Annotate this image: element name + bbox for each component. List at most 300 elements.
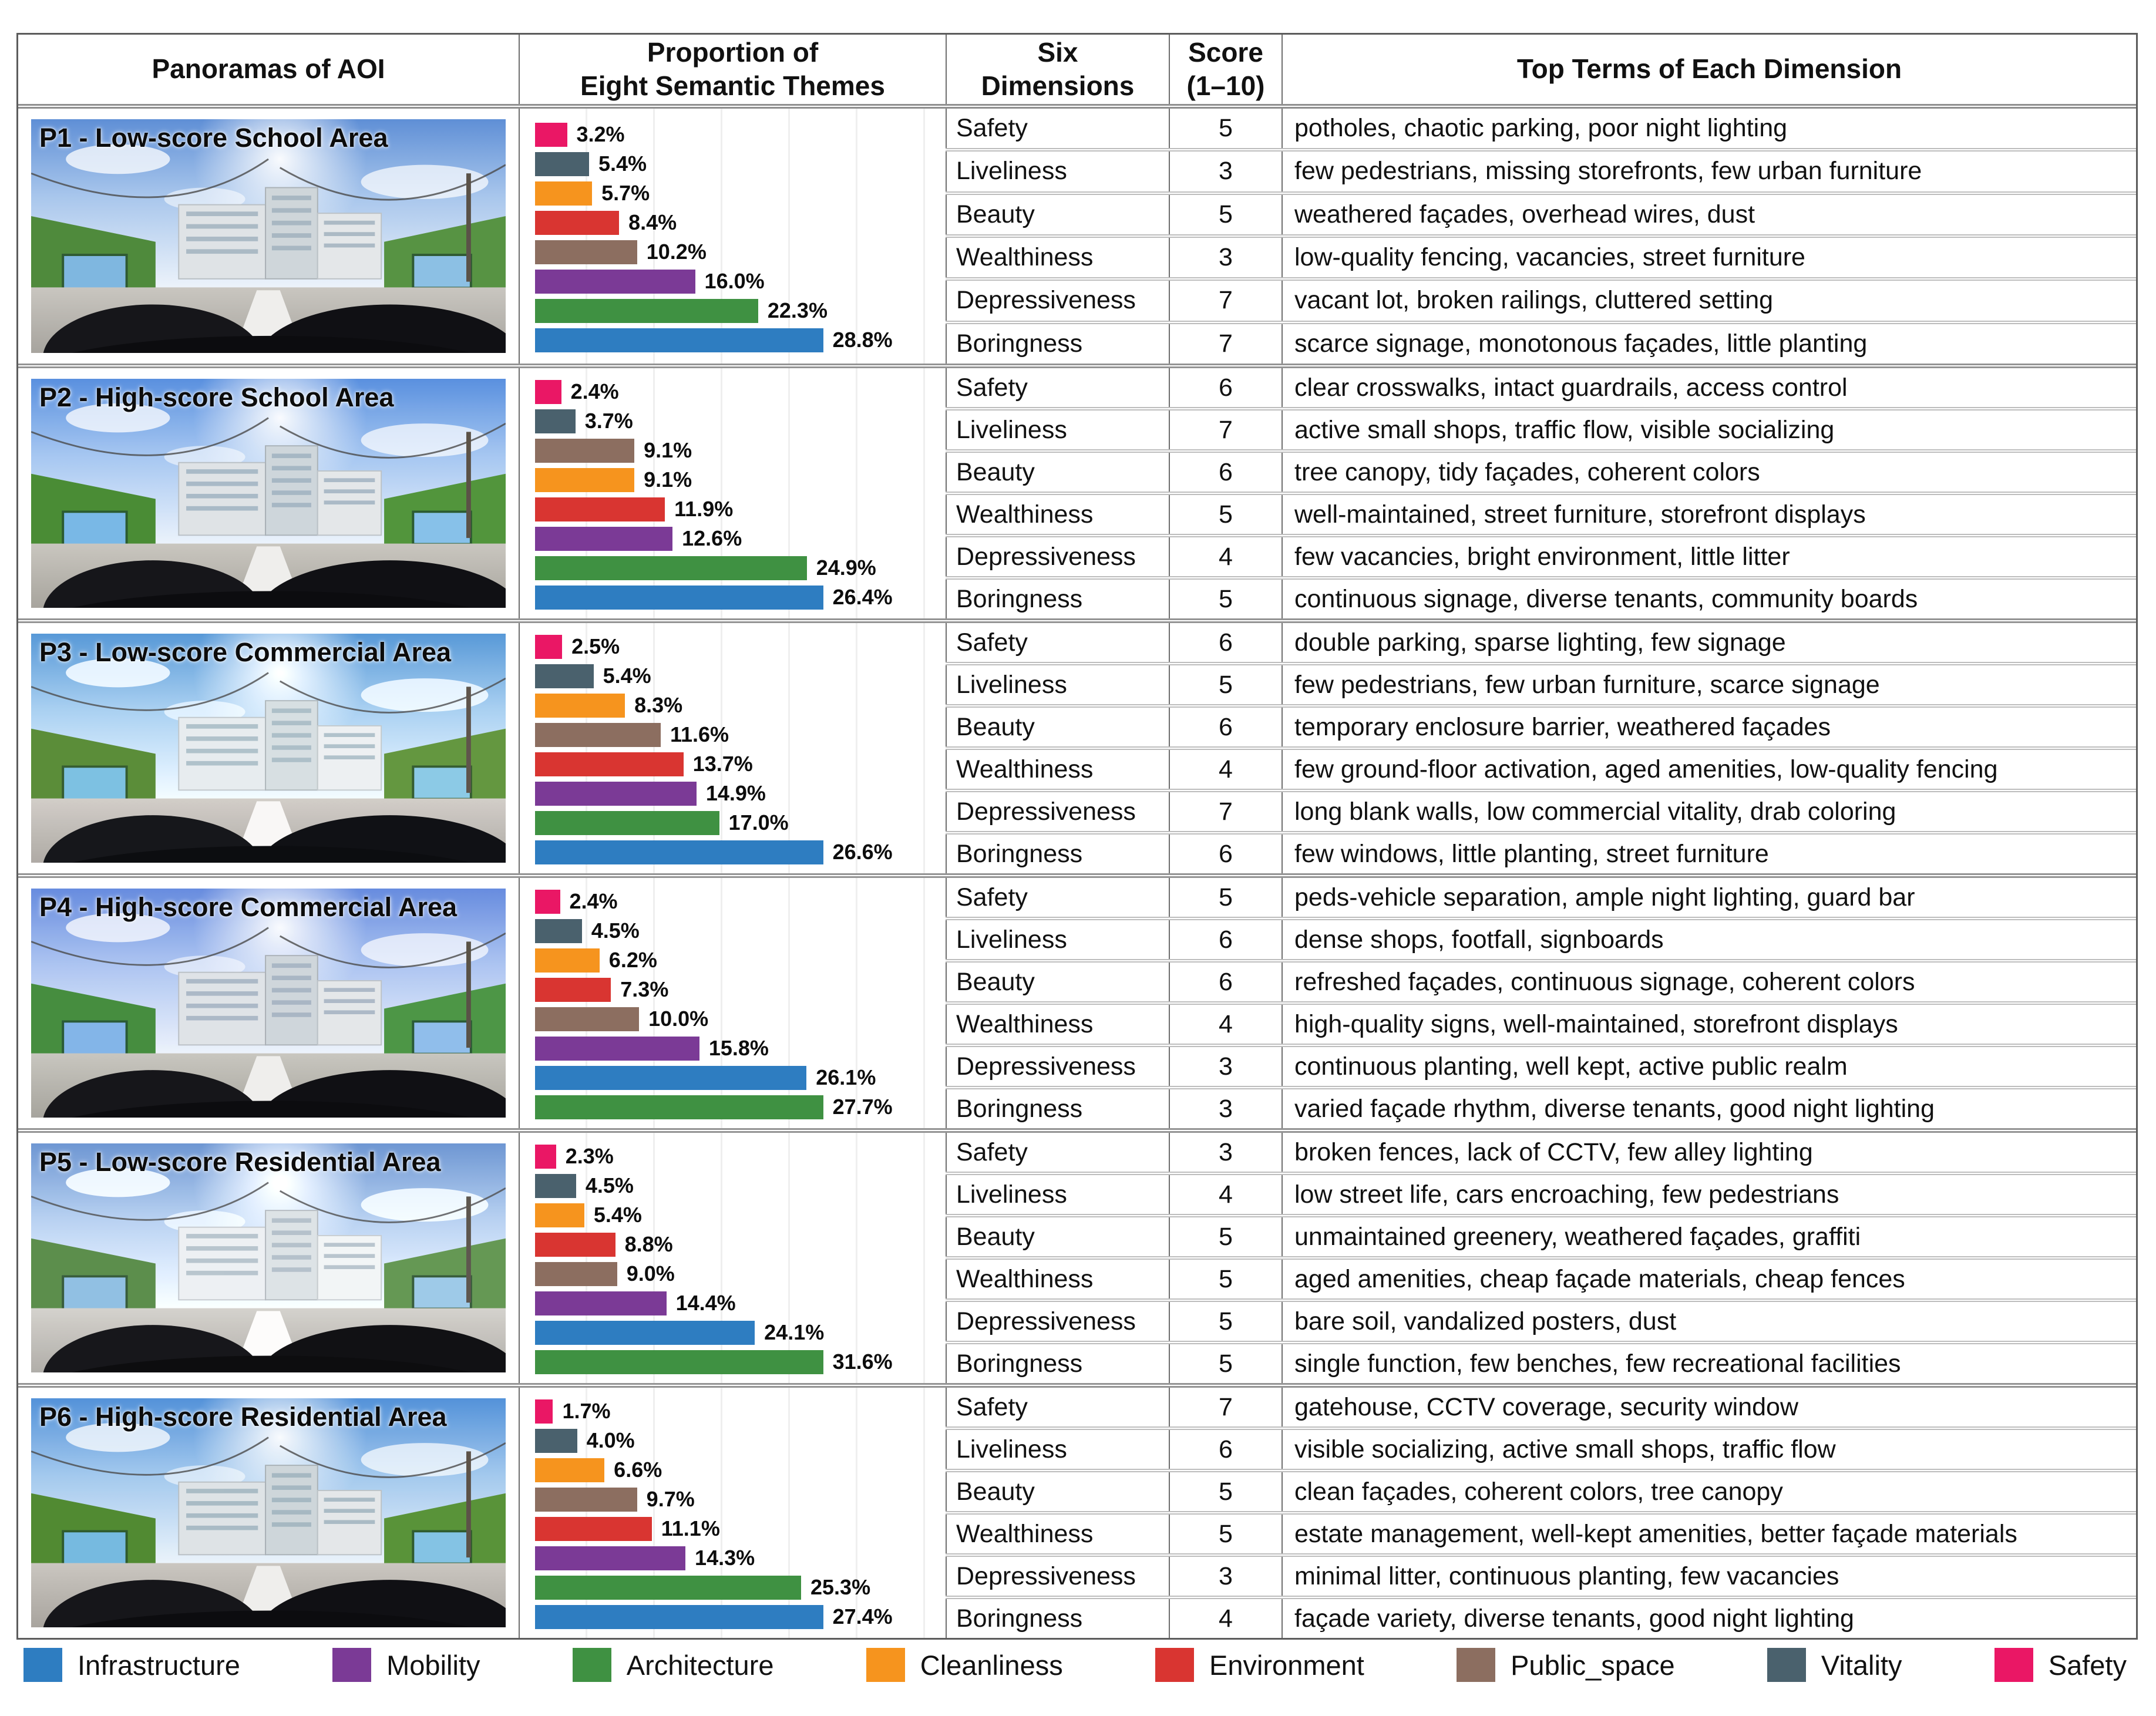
dimension-name: Beauty bbox=[946, 453, 1169, 492]
theme-bar bbox=[535, 1488, 637, 1512]
safety-swatch-icon bbox=[1994, 1648, 2033, 1682]
dimension-row bbox=[946, 492, 2136, 534]
legend-item-environment bbox=[1155, 1648, 1364, 1682]
panorama-image bbox=[31, 379, 506, 608]
theme-bar bbox=[535, 978, 611, 1002]
dimension-score: 5 bbox=[1169, 1515, 1282, 1553]
bar-value-label: 2.4% bbox=[569, 889, 618, 913]
bar-value-label: 27.4% bbox=[832, 1604, 893, 1628]
dimension-name: Boringness bbox=[946, 1089, 1169, 1128]
theme-bar bbox=[535, 1174, 576, 1198]
dimension-score: 5 bbox=[1169, 1472, 1282, 1511]
panorama-image bbox=[31, 1398, 506, 1627]
panorama-title: P3 - Low-score Commercial Area bbox=[39, 637, 452, 667]
dimension-score: 4 bbox=[1169, 750, 1282, 789]
bar-slot bbox=[535, 782, 941, 806]
dimension-score: 5 bbox=[1169, 1217, 1282, 1256]
dimension-score: 7 bbox=[1169, 281, 1282, 320]
dimension-terms: few ground-floor activation, aged amenities, low-quality fencing bbox=[1282, 750, 2136, 789]
dimension-name: Boringness bbox=[946, 1599, 1169, 1638]
legend-item-architecture bbox=[573, 1648, 774, 1682]
bar-value-label: 14.3% bbox=[695, 1546, 755, 1570]
panorama-row bbox=[18, 109, 2136, 364]
bar-slot bbox=[535, 1291, 941, 1315]
bar-slot bbox=[535, 152, 941, 176]
bar-value-label: 3.2% bbox=[576, 122, 625, 146]
dimension-terms: dense shops, footfall, signboards bbox=[1282, 920, 2136, 959]
dimension-terms: scarce signage, monotonous façades, little planting bbox=[1282, 324, 2136, 364]
bar-value-label: 2.4% bbox=[570, 379, 619, 403]
dimension-score: 7 bbox=[1169, 324, 1282, 364]
theme-bar bbox=[535, 948, 600, 973]
dimension-name: Liveliness bbox=[946, 1430, 1169, 1469]
semantic-theme-bar-chart bbox=[519, 878, 946, 1128]
dimension-terms: few pedestrians, few urban furniture, scarce signage bbox=[1282, 665, 2136, 704]
infrastructure-swatch-icon bbox=[23, 1648, 62, 1682]
bar-slot bbox=[535, 556, 941, 580]
header-proportion-line2: Eight Semantic Themes bbox=[580, 70, 885, 101]
legend-label: Vitality bbox=[1821, 1649, 1902, 1681]
bar-slot bbox=[535, 1546, 941, 1570]
dimension-name: Depressiveness bbox=[946, 1557, 1169, 1596]
dimension-rows bbox=[946, 1388, 2136, 1638]
theme-bar bbox=[535, 723, 661, 747]
dimension-name: Wealthiness bbox=[946, 1005, 1169, 1044]
dimension-row bbox=[946, 1086, 2136, 1128]
table-header-row bbox=[18, 35, 2136, 109]
theme-bar bbox=[535, 328, 823, 352]
dimension-terms: clean façades, coherent colors, tree canopy bbox=[1282, 1472, 2136, 1511]
theme-bar bbox=[535, 1203, 584, 1227]
bar-slot bbox=[535, 1399, 941, 1424]
mobility-swatch-icon bbox=[332, 1648, 371, 1682]
dimension-row bbox=[946, 662, 2136, 704]
panorama-image bbox=[31, 634, 506, 863]
bar-slot bbox=[535, 1605, 941, 1629]
street-panorama-illustration bbox=[31, 1143, 506, 1372]
bar-slot bbox=[535, 1233, 941, 1257]
theme-bar bbox=[535, 752, 684, 776]
bar-value-label: 8.8% bbox=[624, 1232, 673, 1256]
theme-bar bbox=[535, 299, 758, 323]
dimension-score: 6 bbox=[1169, 920, 1282, 959]
dimension-row bbox=[946, 368, 2136, 407]
dimension-score: 5 bbox=[1169, 1302, 1282, 1341]
panorama-cell bbox=[18, 878, 519, 1128]
dimension-terms: potholes, chaotic parking, poor night lighting bbox=[1282, 109, 2136, 148]
theme-bar bbox=[535, 181, 592, 206]
bar-slot bbox=[535, 1488, 941, 1512]
dimension-score: 6 bbox=[1169, 1430, 1282, 1469]
dimension-row bbox=[946, 917, 2136, 959]
dimension-terms: clear crosswalks, intact guardrails, access control bbox=[1282, 368, 2136, 407]
bar-slot bbox=[535, 948, 941, 973]
legend-label: Safety bbox=[2048, 1649, 2127, 1681]
bar-value-label: 5.4% bbox=[593, 1203, 642, 1227]
legend-item-infrastructure bbox=[23, 1648, 240, 1682]
legend-item-vitality bbox=[1767, 1648, 1902, 1682]
theme-bar bbox=[535, 123, 567, 147]
dimension-name: Wealthiness bbox=[946, 495, 1169, 534]
legend-item-mobility bbox=[332, 1648, 480, 1682]
dimension-row bbox=[946, 576, 2136, 618]
bar-slot bbox=[535, 240, 941, 264]
bar-slot bbox=[535, 1007, 941, 1031]
bar-slot bbox=[535, 752, 941, 776]
bar-slot bbox=[535, 1037, 941, 1061]
dimension-terms: temporary enclosure barrier, weathered façades bbox=[1282, 708, 2136, 746]
bar-slot bbox=[535, 1262, 941, 1286]
semantic-theme-bar-chart bbox=[519, 1133, 946, 1383]
dimension-terms: continuous planting, well kept, active public realm bbox=[1282, 1047, 2136, 1086]
bar-slot bbox=[535, 270, 941, 294]
dimension-name: Liveliness bbox=[946, 1175, 1169, 1214]
dimension-row bbox=[946, 1298, 2136, 1341]
theme-bar bbox=[535, 527, 672, 551]
dimension-row bbox=[946, 1388, 2136, 1426]
dimension-name: Wealthiness bbox=[946, 1515, 1169, 1553]
panorama-title: P2 - High-score School Area bbox=[39, 382, 394, 412]
dimension-row bbox=[946, 1172, 2136, 1214]
dimension-row bbox=[946, 1426, 2136, 1469]
semantic-theme-bar-chart bbox=[519, 1388, 946, 1638]
bar-value-label: 8.3% bbox=[634, 693, 683, 717]
bar-slot bbox=[535, 328, 941, 352]
bar-value-label: 11.6% bbox=[670, 722, 729, 746]
dimension-name: Boringness bbox=[946, 1344, 1169, 1383]
bar-value-label: 12.6% bbox=[682, 526, 742, 550]
theme-bar bbox=[535, 1145, 556, 1169]
header-score-line1: Score bbox=[1188, 36, 1263, 68]
street-panorama-illustration bbox=[31, 119, 506, 353]
bar-value-label: 16.0% bbox=[704, 269, 765, 293]
dimension-row bbox=[946, 191, 2136, 234]
dimension-terms: few vacancies, bright environment, little litter bbox=[1282, 537, 2136, 576]
bar-value-label: 4.5% bbox=[585, 1173, 634, 1197]
header-panoramas bbox=[18, 35, 519, 104]
dimension-name: Safety bbox=[946, 109, 1169, 148]
dimension-score: 3 bbox=[1169, 1557, 1282, 1596]
bar-value-label: 26.6% bbox=[832, 840, 893, 864]
dimension-score: 4 bbox=[1169, 537, 1282, 576]
dimension-row bbox=[946, 407, 2136, 449]
dimension-terms: well-maintained, street furniture, storefront displays bbox=[1282, 495, 2136, 534]
semantic-theme-bar-chart bbox=[519, 623, 946, 873]
dimension-name: Liveliness bbox=[946, 920, 1169, 959]
dimension-terms: façade variety, diverse tenants, good night lighting bbox=[1282, 1599, 2136, 1638]
dimension-terms: minimal litter, continuous planting, few vacancies bbox=[1282, 1557, 2136, 1596]
theme-bar bbox=[535, 1007, 639, 1031]
theme-bar bbox=[535, 1458, 604, 1482]
bar-slot bbox=[535, 919, 941, 943]
semantic-theme-bar-chart bbox=[519, 109, 946, 364]
dimension-row bbox=[946, 746, 2136, 789]
dimension-name: Depressiveness bbox=[946, 281, 1169, 320]
header-dimensions bbox=[946, 35, 1169, 104]
dimension-score: 4 bbox=[1169, 1005, 1282, 1044]
dimension-name: Depressiveness bbox=[946, 1302, 1169, 1341]
header-score bbox=[1169, 35, 1282, 104]
dimension-terms: double parking, sparse lighting, few signage bbox=[1282, 623, 2136, 662]
dimension-score: 5 bbox=[1169, 195, 1282, 234]
dimension-score: 3 bbox=[1169, 1089, 1282, 1128]
bar-value-label: 22.3% bbox=[767, 298, 828, 322]
dimension-name: Safety bbox=[946, 368, 1169, 407]
theme-bar bbox=[535, 1429, 577, 1453]
dimension-score: 6 bbox=[1169, 708, 1282, 746]
panorama-row bbox=[18, 873, 2136, 1128]
theme-bar bbox=[535, 890, 560, 914]
bar-slot bbox=[535, 211, 941, 235]
vitality-swatch-icon bbox=[1767, 1648, 1806, 1682]
theme-bar bbox=[535, 240, 637, 264]
dimension-name: Beauty bbox=[946, 195, 1169, 234]
bar-slot bbox=[535, 1174, 941, 1198]
bar-slot bbox=[535, 409, 941, 433]
dimension-score: 5 bbox=[1169, 878, 1282, 917]
dimension-score: 5 bbox=[1169, 109, 1282, 148]
bar-value-label: 11.9% bbox=[674, 497, 734, 521]
bar-value-label: 5.4% bbox=[603, 664, 651, 688]
panorama-title: P4 - High-score Commercial Area bbox=[39, 892, 458, 922]
theme-bar bbox=[535, 586, 823, 610]
street-panorama-illustration bbox=[31, 634, 506, 863]
dimension-score: 6 bbox=[1169, 623, 1282, 662]
dimension-name: Boringness bbox=[946, 835, 1169, 873]
theme-bar bbox=[535, 1321, 755, 1345]
dimension-score: 7 bbox=[1169, 411, 1282, 449]
header-panoramas-label: Panoramas of AOI bbox=[152, 53, 385, 85]
public-space-swatch-icon bbox=[1457, 1648, 1495, 1682]
panorama-row bbox=[18, 618, 2136, 873]
theme-bar bbox=[535, 635, 562, 659]
dimension-terms: refreshed façades, continuous signage, coherent colors bbox=[1282, 963, 2136, 1001]
dimension-terms: varied façade rhythm, diverse tenants, good night lighting bbox=[1282, 1089, 2136, 1128]
panorama-cell bbox=[18, 109, 519, 364]
header-top-terms bbox=[1282, 35, 2136, 104]
bar-slot bbox=[535, 1203, 941, 1227]
dimension-terms: few pedestrians, missing storefronts, few urban furniture bbox=[1282, 152, 2136, 191]
bar-slot bbox=[535, 1458, 941, 1482]
bar-value-label: 10.0% bbox=[648, 1007, 709, 1031]
dimension-name: Safety bbox=[946, 878, 1169, 917]
dimension-name: Liveliness bbox=[946, 152, 1169, 191]
theme-bar bbox=[535, 1576, 801, 1600]
bar-value-label: 27.7% bbox=[832, 1095, 893, 1119]
dimension-name: Wealthiness bbox=[946, 238, 1169, 277]
theme-bar bbox=[535, 1037, 699, 1061]
dimension-row bbox=[946, 831, 2136, 873]
legend-item-cleanliness bbox=[866, 1648, 1063, 1682]
street-panorama-illustration bbox=[31, 1398, 506, 1627]
bar-slot bbox=[535, 299, 941, 323]
dimension-terms: few windows, little planting, street furniture bbox=[1282, 835, 2136, 873]
bar-slot bbox=[535, 468, 941, 492]
panorama-cell bbox=[18, 368, 519, 618]
legend-label: Architecture bbox=[626, 1649, 774, 1681]
dimension-terms: low street life, cars encroaching, few pedestrians bbox=[1282, 1175, 2136, 1214]
environment-swatch-icon bbox=[1155, 1648, 1194, 1682]
dimension-terms: peds-vehicle separation, ample night lighting, guard bar bbox=[1282, 878, 2136, 917]
bar-value-label: 24.9% bbox=[816, 556, 876, 580]
dimension-score: 7 bbox=[1169, 792, 1282, 831]
theme-bar bbox=[535, 439, 634, 463]
bar-value-label: 26.1% bbox=[816, 1065, 876, 1089]
bar-value-label: 8.4% bbox=[628, 210, 677, 234]
header-score-line2: (1–10) bbox=[1186, 70, 1265, 101]
theme-bar bbox=[535, 211, 619, 235]
dimension-row bbox=[946, 1044, 2136, 1086]
aoi-table bbox=[16, 33, 2138, 1640]
dimension-name: Beauty bbox=[946, 1217, 1169, 1256]
theme-bar bbox=[535, 1066, 806, 1090]
theme-bar bbox=[535, 1399, 553, 1424]
dimension-row bbox=[946, 1001, 2136, 1044]
legend-label: Environment bbox=[1209, 1649, 1364, 1681]
dimension-row bbox=[946, 109, 2136, 148]
dimension-terms: aged amenities, cheap façade materials, cheap fences bbox=[1282, 1260, 2136, 1298]
bar-slot bbox=[535, 1350, 941, 1374]
dimension-score: 3 bbox=[1169, 152, 1282, 191]
dimension-name: Depressiveness bbox=[946, 792, 1169, 831]
bar-slot bbox=[535, 664, 941, 688]
dimension-row bbox=[946, 704, 2136, 746]
dimension-score: 5 bbox=[1169, 495, 1282, 534]
bar-slot bbox=[535, 181, 941, 206]
legend-label: Infrastructure bbox=[78, 1649, 240, 1681]
panorama-title: P6 - High-score Residential Area bbox=[39, 1402, 447, 1432]
dimension-name: Depressiveness bbox=[946, 537, 1169, 576]
header-dimensions-line1: Six bbox=[1037, 36, 1078, 68]
dimension-rows bbox=[946, 1133, 2136, 1383]
theme-bar bbox=[535, 782, 697, 806]
dimension-row bbox=[946, 623, 2136, 662]
dimension-row bbox=[946, 1256, 2136, 1298]
bar-value-label: 11.1% bbox=[661, 1516, 720, 1540]
dimension-name: Beauty bbox=[946, 963, 1169, 1001]
dimension-terms: tree canopy, tidy façades, coherent colors bbox=[1282, 453, 2136, 492]
dimension-score: 5 bbox=[1169, 1260, 1282, 1298]
dimension-terms: bare soil, vandalized posters, dust bbox=[1282, 1302, 2136, 1341]
dimension-terms: low-quality fencing, vacancies, street furniture bbox=[1282, 238, 2136, 277]
dimension-score: 5 bbox=[1169, 580, 1282, 618]
bar-value-label: 15.8% bbox=[708, 1036, 769, 1060]
theme-bar bbox=[535, 468, 634, 492]
theme-bar bbox=[535, 1262, 617, 1286]
theme-bar bbox=[535, 556, 807, 580]
dimension-name: Wealthiness bbox=[946, 1260, 1169, 1298]
legend-label: Public_space bbox=[1511, 1649, 1675, 1681]
dimension-row bbox=[946, 878, 2136, 917]
dimension-score: 7 bbox=[1169, 1388, 1282, 1426]
theme-bar bbox=[535, 497, 665, 521]
table-body bbox=[18, 109, 2136, 1638]
dimension-terms: gatehouse, CCTV coverage, security window bbox=[1282, 1388, 2136, 1426]
dimension-terms: continuous signage, diverse tenants, community boards bbox=[1282, 580, 2136, 618]
dimension-rows bbox=[946, 623, 2136, 873]
bar-value-label: 2.5% bbox=[571, 634, 620, 658]
bar-slot bbox=[535, 1066, 941, 1090]
theme-bar bbox=[535, 1605, 823, 1629]
bar-value-label: 3.7% bbox=[584, 409, 633, 433]
bar-slot bbox=[535, 635, 941, 659]
dimension-row bbox=[946, 1553, 2136, 1596]
dimension-score: 6 bbox=[1169, 835, 1282, 873]
header-top-terms-label: Top Terms of Each Dimension bbox=[1516, 53, 1902, 85]
dimension-score: 5 bbox=[1169, 1344, 1282, 1383]
dimension-terms: long blank walls, low commercial vitality, drab coloring bbox=[1282, 792, 2136, 831]
semantic-theme-bar-chart bbox=[519, 368, 946, 618]
bar-slot bbox=[535, 694, 941, 718]
bar-slot bbox=[535, 890, 941, 914]
dimension-terms: estate management, well-kept amenities, better façade materials bbox=[1282, 1515, 2136, 1553]
dimension-rows bbox=[946, 109, 2136, 364]
bar-value-label: 5.7% bbox=[601, 181, 650, 205]
bar-slot bbox=[535, 840, 941, 864]
dimension-row bbox=[946, 234, 2136, 277]
bar-value-label: 6.2% bbox=[608, 948, 657, 972]
theme-bar bbox=[535, 919, 582, 943]
dimension-name: Beauty bbox=[946, 1472, 1169, 1511]
dimension-terms: high-quality signs, well-maintained, storefront displays bbox=[1282, 1005, 2136, 1044]
bar-slot bbox=[535, 1145, 941, 1169]
theme-bar bbox=[535, 1233, 615, 1257]
theme-bar bbox=[535, 270, 695, 294]
bar-value-label: 9.7% bbox=[646, 1487, 695, 1511]
panorama-cell bbox=[18, 623, 519, 873]
bar-value-label: 24.1% bbox=[764, 1320, 825, 1344]
header-dimensions-line2: Dimensions bbox=[981, 70, 1135, 101]
theme-bar bbox=[535, 1095, 823, 1119]
bar-slot bbox=[535, 439, 941, 463]
panorama-cell bbox=[18, 1388, 519, 1638]
theme-bar bbox=[535, 840, 823, 864]
bar-slot bbox=[535, 723, 941, 747]
panorama-title: P1 - Low-score School Area bbox=[39, 123, 388, 153]
street-panorama-illustration bbox=[31, 379, 506, 608]
header-proportion bbox=[519, 35, 946, 104]
dimension-rows bbox=[946, 368, 2136, 618]
dimension-row bbox=[946, 277, 2136, 320]
theme-bar bbox=[535, 694, 625, 718]
dimension-row bbox=[946, 959, 2136, 1001]
panorama-image bbox=[31, 1143, 506, 1372]
dimension-row bbox=[946, 1214, 2136, 1256]
header-proportion-line1: Proportion of bbox=[647, 36, 819, 68]
street-panorama-illustration bbox=[31, 889, 506, 1118]
bar-value-label: 2.3% bbox=[565, 1144, 614, 1168]
theme-bar bbox=[535, 1546, 685, 1570]
bar-value-label: 13.7% bbox=[692, 752, 753, 776]
dimension-score: 6 bbox=[1169, 453, 1282, 492]
panorama-row bbox=[18, 1383, 2136, 1638]
bar-slot bbox=[535, 978, 941, 1002]
dimension-name: Beauty bbox=[946, 708, 1169, 746]
legend-item-safety bbox=[1994, 1648, 2127, 1682]
panorama-row bbox=[18, 364, 2136, 618]
dimension-name: Safety bbox=[946, 1388, 1169, 1426]
bar-slot bbox=[535, 811, 941, 835]
dimension-score: 3 bbox=[1169, 1133, 1282, 1172]
dimension-score: 6 bbox=[1169, 963, 1282, 1001]
bar-value-label: 28.8% bbox=[832, 328, 893, 352]
dimension-terms: single function, few benches, few recreational facilities bbox=[1282, 1344, 2136, 1383]
dimension-score: 4 bbox=[1169, 1175, 1282, 1214]
theme-bar bbox=[535, 409, 576, 433]
legend-label: Cleanliness bbox=[920, 1649, 1063, 1681]
bar-slot bbox=[535, 527, 941, 551]
bar-value-label: 4.5% bbox=[591, 918, 640, 943]
